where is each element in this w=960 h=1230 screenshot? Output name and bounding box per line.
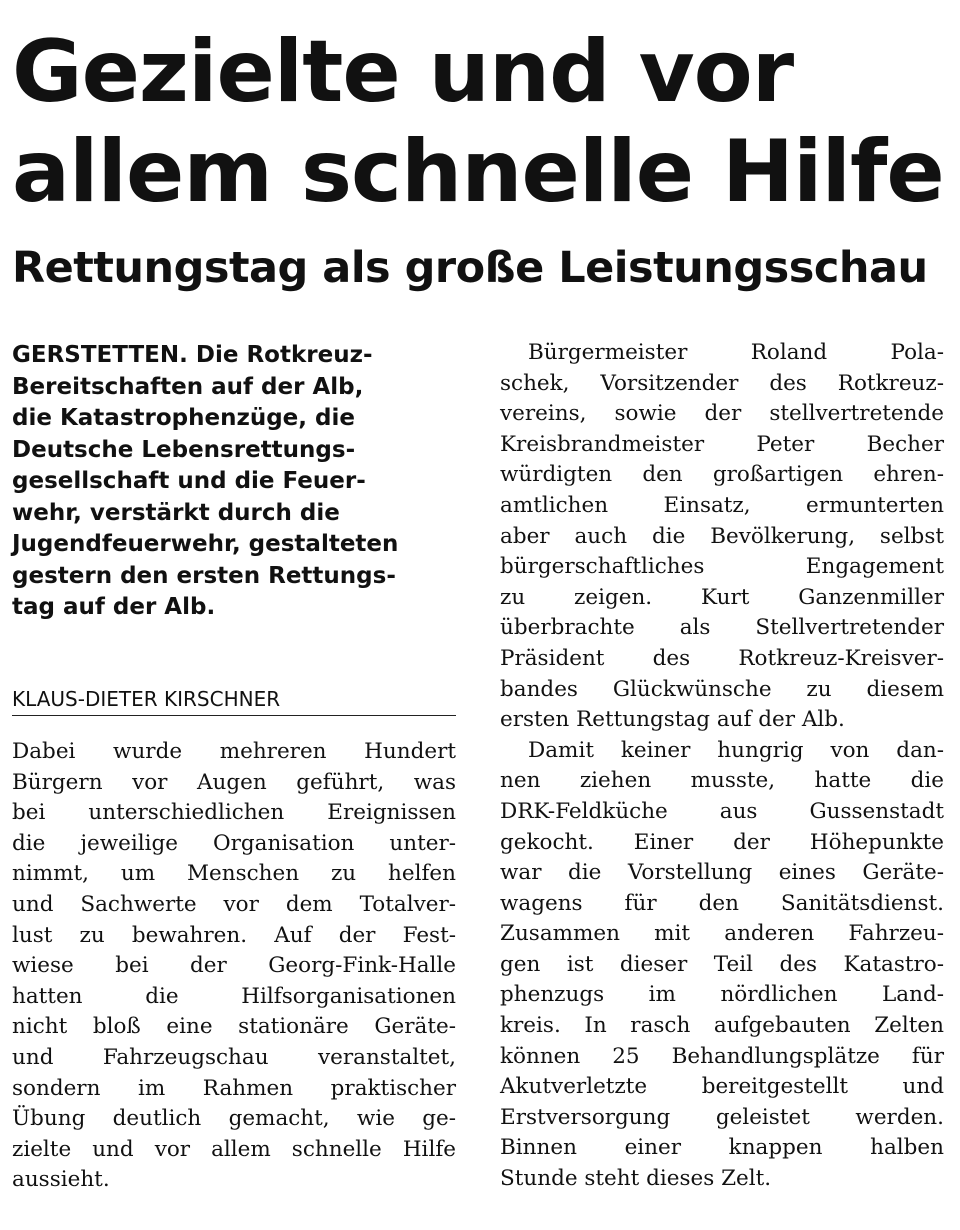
body-column-right [500, 338, 944, 1195]
body-line: ersten Rettungstag auf der Alb. [500, 707, 845, 733]
body-line: Stunde steht dieses Zelt. [500, 1166, 772, 1192]
body-line: gekocht. Einer der Höhepunkte [500, 829, 944, 855]
body-line: sondern im Rahmen praktischer [12, 1075, 456, 1101]
lead-line: Jugendfeuerwehr, gestalteten [12, 531, 399, 557]
body-line: nimmt, um Menschen zu helfen [12, 861, 456, 887]
body-line: wiese bei der Georg-Fink-Halle [12, 953, 456, 979]
body-line: bandes Glückwünsche zu diesem [500, 676, 944, 702]
body-line: können 25 Behandlungsplätze für [500, 1043, 944, 1069]
body-line: Damit keiner hungrig von dan- [528, 737, 944, 763]
body-line: bürgerschaftliches Engagement [500, 554, 944, 580]
body-line: vereins, sowie der stellvertretende [500, 401, 944, 427]
body-line: wagens für den Sanitätsdienst. [500, 890, 944, 916]
headline-line-1: Gezielte und vor [12, 22, 794, 122]
body-line: Kreisbrandmeister Peter Becher [500, 431, 944, 457]
body-line: war die Vorstellung eines Geräte- [500, 860, 944, 886]
body-line: zu zeigen. Kurt Ganzenmiller [500, 584, 944, 610]
body-line: Binnen einer knappen halben [500, 1135, 944, 1161]
lead-line: die Katastrophenzüge, die [12, 405, 355, 431]
headline-line-2: allem schnelle Hilfe [12, 122, 944, 222]
body-line: DRK-Feldküche aus Gussenstadt [500, 798, 944, 824]
headline [12, 22, 952, 222]
lead-line: gesellschaft und die Feuer- [12, 468, 366, 494]
body-line: amtlichen Einsatz, ermunterten [500, 492, 944, 518]
lead-line: tag auf der Alb. [12, 594, 216, 620]
body-line: und Sachwerte vor dem Totalver- [12, 891, 456, 917]
body-line: Akutverletzte bereitgestellt und [500, 1074, 944, 1100]
body-line: die jeweilige Organisation unter- [12, 830, 456, 856]
body-line: kreis. In rasch aufgebauten Zelten [500, 1013, 944, 1039]
body-line: aber auch die Bevölkerung, selbst [500, 523, 944, 549]
body-line: Dabei wurde mehreren Hundert [12, 739, 456, 764]
body-line: nen ziehen musste, hatte die [500, 768, 944, 794]
body-line: und Fahrzeugschau veranstaltet, [12, 1044, 456, 1070]
body-line: Erstversorgung geleistet werden. [500, 1104, 944, 1130]
body-line: bei unterschiedlichen Ereignissen [12, 800, 456, 826]
body-line: aussieht. [12, 1167, 110, 1193]
lead-line: gestern den ersten Rettungs- [12, 562, 396, 589]
subheadline: Rettungstag als große Leistungsschau [12, 243, 928, 293]
lead-line: Deutsche Lebensrettungs- [12, 436, 356, 463]
body-line: Bürgermeister Roland Pola- [528, 340, 944, 365]
author-byline: KLAUS-DIETER KIRSCHNER [12, 684, 456, 716]
lead-line: wehr, verstärkt durch die [12, 499, 340, 526]
lead-paragraph [12, 340, 442, 624]
body-line: überbrachte als Stellvertretender [500, 615, 944, 641]
body-line: Zusammen mit anderen Fahrzeu- [500, 921, 944, 947]
body-line: Übung deutlich gemacht, wie ge- [12, 1106, 456, 1132]
body-line: schek, Vorsitzender des Rotkreuz- [500, 370, 944, 396]
lead-line: Bereitschaften auf der Alb, [12, 373, 364, 400]
body-line: nicht bloß eine stationäre Geräte- [12, 1014, 456, 1040]
body-line: zielte und vor allem schnelle Hilfe [12, 1136, 456, 1162]
body-line: Präsident des Rotkreuz-Kreisver- [500, 645, 944, 671]
lead-line: GERSTETTEN. Die Rotkreuz- [12, 342, 373, 368]
body-line: hatten die Hilfsorganisationen [12, 983, 456, 1009]
body-line: gen ist dieser Teil des Katastro- [500, 951, 944, 977]
body-line: Bürgern vor Augen geführt, was [12, 769, 456, 795]
body-line: phenzugs im nördlichen Land- [500, 982, 944, 1008]
body-line: lust zu bewahren. Auf der Fest- [12, 922, 456, 948]
body-column-left [12, 737, 456, 1196]
body-line: würdigten den großartigen ehren- [500, 462, 944, 488]
